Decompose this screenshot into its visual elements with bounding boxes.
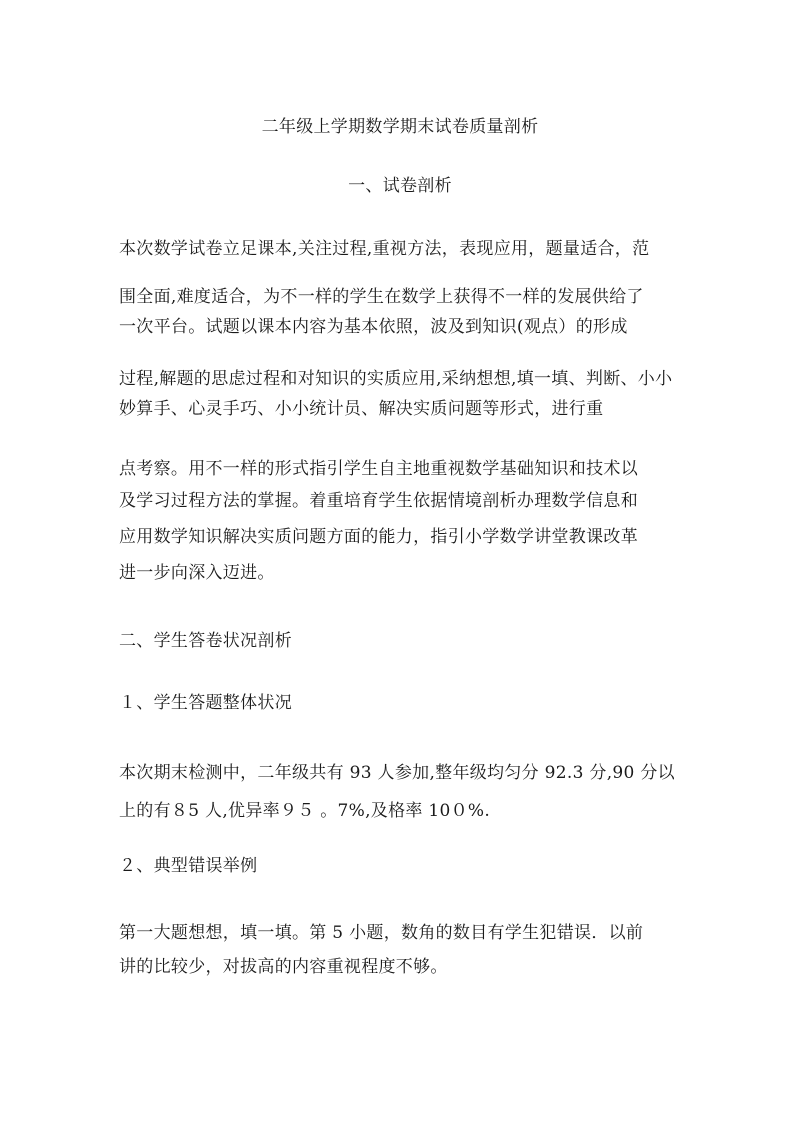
paragraph-line: 本次期末检测中，二年级共有 93 人参加,整年级均匀分 92.3 分,90 分以: [119, 763, 675, 783]
paragraph-line: 及学习过程方法的掌握。着重培育学生依据情境剖析办理数学信息和: [119, 491, 638, 511]
subsection-heading: ２、典型错误举例: [119, 856, 258, 876]
document-title: 二年级上学期数学期末试卷质量剖析: [261, 117, 539, 137]
paragraph-line: 围全面,难度适合，为不一样的学生在数学上获得不一样的发展供给了: [119, 287, 644, 307]
paragraph-line: 上的有８5 人,优异率９５ 。7%,及格率 10０%.: [119, 801, 491, 821]
paragraph-line: 点考察。用不一样的形式指引学生自主地重视数学基础知识和技术以: [119, 459, 638, 479]
paragraph-line: 一次平台。试题以课本内容为基本依照，波及到知识(观点）的形成: [119, 317, 628, 337]
paragraph-line: 妙算手、心灵手巧、小小统计员、解决实质问题等形式，进行重: [119, 399, 604, 419]
subsection-heading: １、学生答题整体状况: [119, 693, 292, 713]
paragraph-line: 过程,解题的思虑过程和对知识的实质应用,采纳想想,填一填、判断、小小: [119, 369, 673, 389]
section-heading: 一、试卷剖析: [348, 176, 452, 196]
paragraph-line: 进一步向深入迈进。: [119, 563, 275, 583]
paragraph-line: 本次数学试卷立足课本,关注过程,重视方法，表现应用，题量适合，范: [119, 239, 650, 259]
paragraph-line: 讲的比较少，对拔高的内容重视程度不够。: [119, 957, 448, 977]
paragraph-line: 第一大题想想，填一填。第 5 小题，数角的数目有学生犯错误．以前: [119, 923, 644, 943]
paragraph-line: 应用数学知识解决实质问题方面的能力，指引小学数学讲堂教课改革: [119, 527, 638, 547]
section-heading: 二、学生答卷状况剖析: [119, 631, 292, 651]
